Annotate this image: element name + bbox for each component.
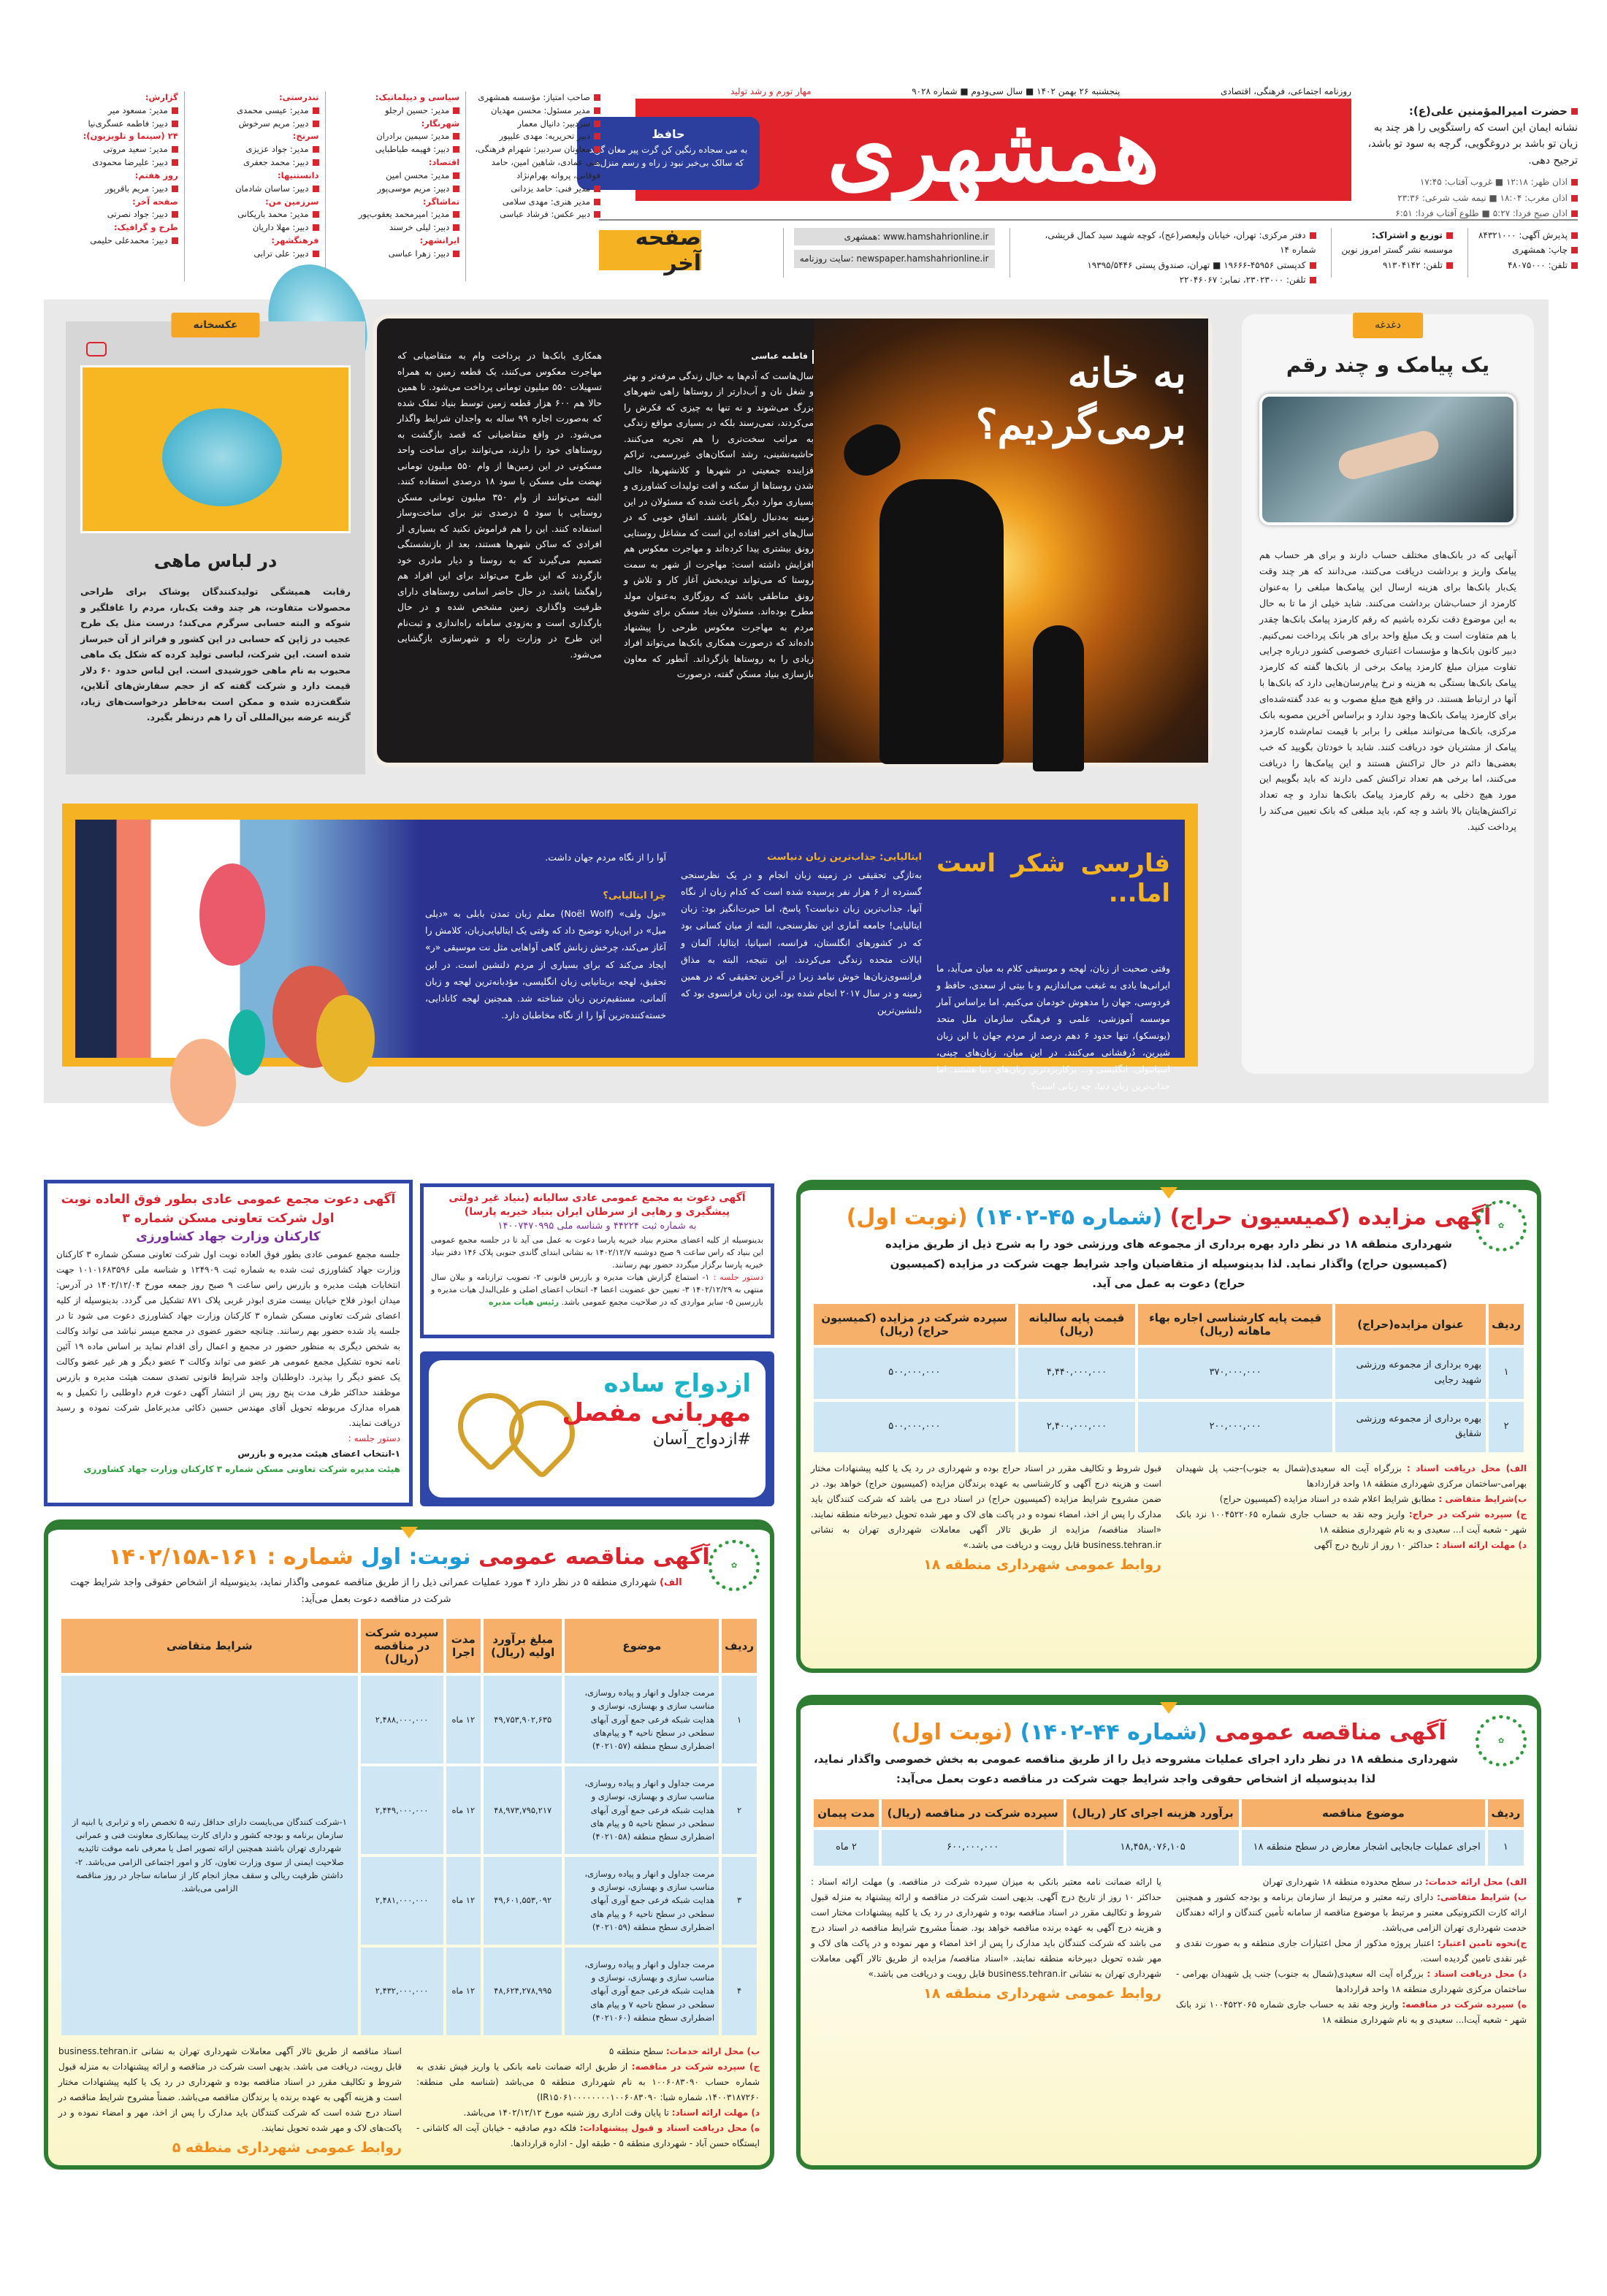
article-col-2: همکاری بانک‌ها در پرداخت وام به متقاضیانی که مهاجرت معکوس می‌کنند، یک قطعه زمین به همراه تسهیلات ۵۵۰ میلیون تومانی پرداخت می‌شود. تا همین حالا هم ۶۰۰ هزار قطعه زمین توسط بنیاد تملک شده که به‌صورت اجاره ۹۹ ساله به واجدان شرایط واگذار می‌شود. در واقع متقاضیانی که قصد بازگشت به روستاهای خود را دارند، می‌توانند برای ساخت واحد مسکونی در این زمین‌ها از وام ۵۵۰ میلیون تومانی نهضت ملی مسکن با سود ۱۸ درصدی استفاده کنند. البته می‌توانند از وام ۳۵۰ میلیون تومانی مسکن روستایی با سود ۵ درصدی نیز برای ساخت‌وساز استفاده کنند. این را هم فراموش نکنید که بسیاری از افرادی که ساکن شهرها هستند، بعد از بازنشستگی تصمیم می‌گیرند که به روستا و دیار مادری خود بازگردند که این طرح می‌تواند برای این افراد هم راهگشا باشد. در حال حاضر اسامی روستاهای دارای ظرفیت واگذاری زمین مشخص شده و در حال بارگذاری است و به‌زودی سامانه راه‌اندازی و ثبت‌نام این طرح در وزارت راه و شهرسازی بازگشایی می‌شود. — [397, 350, 603, 660]
marriage-hashtag: #ازدواج_آسان — [652, 1430, 751, 1449]
tender-table — [811, 1796, 1527, 1869]
table-cell: ۴,۴۴۰,۰۰۰,۰۰۰ — [1018, 1348, 1136, 1399]
table-row — [61, 1676, 757, 1763]
staff-entry: مدیر: امیرمحمد یعقوب‌پور — [332, 208, 460, 221]
staff-entry: گزارش: — [145, 92, 178, 102]
hafez-tag: حافظ به می سجاده رنگین کن گرت پیر مغان گوید که سالک بی‌خبر نبود ز راه و رسم منزل‌ها — [577, 117, 760, 190]
table-cell: ۲,۴۰۰,۰۰۰,۰۰۰ — [1018, 1402, 1136, 1453]
slogan: مهار تورم و رشد تولید — [730, 86, 812, 96]
ad-footer: روابط عمومی شهرداری منطقه ۱۸ — [923, 1985, 1161, 2002]
table-cell: ۳ — [722, 1857, 757, 1945]
banner-col-3: «نول ولف» (Noël Wolf) معلم زبان تمدن بابلی به «دیلی میل» در این‌باره توضیح داد که وقتی یک ایتالیایی‌زبان، کلامش را آغاز می‌کند، چرخش زبانش گاهی آواهایی مثل نت موسیقی «ر» ایجاد می‌کند که برای بسیاری از مردم دلنشین است. در این تحقیق، لهجه بریتانیایی زبان انگلیسی، مؤدبانه‌ترین لهجه و زبان آلمانی، مستقیم‌ترین زبان شناخته شد. همچنین لهجه کانادایی، خسته‌کننده‌ترین آوا را از نگاه مخاطبان دارد. — [425, 908, 666, 1021]
table-cell: ۱۸,۴۵۸,۰۷۶,۱۰۵ — [1066, 1830, 1239, 1866]
staff-entry: اقتصاد: — [428, 157, 460, 168]
banner-subhead-1: ایتالیایی: جذاب‌ترین زبان دنیاست — [767, 852, 922, 863]
photohouse-column — [66, 321, 365, 774]
staff-entry: مدیر: عیسی محمدی — [191, 104, 319, 118]
housing-coop-notice — [44, 1180, 413, 1506]
staff-entry: تندرستی: — [278, 92, 319, 102]
staff-entry: دبیر: محمد جعفری — [191, 156, 319, 169]
subtitle: روزنامه اجتماعی، فرهنگی، اقتصادی — [1221, 86, 1351, 96]
staff-entry: فرهنگشهر: — [271, 234, 319, 245]
column-header: ردیف — [1488, 1799, 1524, 1827]
staff-entry: شهرنگار: — [421, 118, 460, 129]
staff-entry: سرزمین من: — [265, 196, 319, 207]
ad-title: آگهی مناقصه عمومی (شماره ۴۴-۱۴۰۲) (نوبت اول) — [891, 1720, 1446, 1745]
column-header: ردیف — [722, 1619, 757, 1673]
staff-entry: صفحه آخر: — [132, 196, 178, 207]
column-header: موضوع مناقصه — [1242, 1799, 1485, 1827]
staff-entry: دبیر: فاطمه عسگری‌نیا — [50, 118, 178, 131]
agenda: ۱-انتخاب اعضای هیئت مدیره و بازرس — [237, 1448, 400, 1459]
ad-note: ب) شرایط متقاضی: دارای رتبه معتبر و مرتبط از سازمان برنامه و بودجه کشور و همچنین ارائه کارت الکترونیکی معتبر و مرتبط با موضوع مناقصه از سامانه تأمین کنندگان و ارائه دهندگان خدمت شهرداری تهران الزامی می‌باشد. — [1176, 1891, 1527, 1933]
section-label-last-page: صفحه آخر — [599, 230, 701, 270]
staff-entry: دبیر: علیرضا محمودی — [50, 156, 178, 169]
column-header: مبلغ برآورد اولیه (ریال) — [484, 1619, 562, 1673]
agenda-label: دستور جلسه : — [348, 1433, 400, 1443]
table-cell: ۱۲ ماه — [446, 1676, 481, 1763]
staff-entry: دبیر: مریم موسی‌پور — [332, 183, 460, 196]
site-link[interactable]: همشهری: www.hamshahrionline.ir — [794, 228, 995, 245]
staff-entry: سردبیر: دانیال معمار — [472, 118, 600, 131]
staff-entry: معاونان سردبیر: شهرام فرهنگی، علی عمادی، شاهین امین، حامد فوقانی، پروانه بهرام‌نژاد — [472, 143, 600, 182]
ad-note: ب) محل ارائه خدمات: سطح منطقه ۵ — [608, 2045, 760, 2056]
notice-body: بدینوسیله از کلیه اعضای محترم بنیاد خیریه پارسا دعوت به عمل می آید تا در جلسه مجمع عمومی این بنیاد که راس ساعت ۹ صبح دوشنبه ۱۴۰۲/۱۲/۷ به نشانی ابتدای گاندی جنوبی پلاک ۱۴۶ دفتر بنیاد خیریه پارسا برگزار میگردد حضور بهم رسانند. — [431, 1235, 763, 1270]
ad-note: ج) سپرده شرکت در مناقصه: از طریق ارائه ضمانت نامه بانکی یا واریز فیش نقدی به شماره حساب ۱۰۰۶۰۸۳۰۹۰ به نام شهرداری منطقه ۵ می‌باشد (شناسه ملی منطقه: ۱۴۰۰۳۱۸۷۲۶۰، شماره شبا: IR۱۵۰۶۱۰۰۰۰۰۰۰۰۱۰۰۶۰۸۳۰۹۰) — [416, 2061, 760, 2102]
ad-note: الف) محل دریافت اسناد : بزرگراه آیت اله سعیدی(شمال به جنوب)-جنب پل شهیدان بهرامی-ساختمان مرکزی شهرداری منطقه ۱۸ واحد قراردادها — [1176, 1463, 1527, 1490]
article-col-1: سال‌هاست که آدم‌ها به خیال زندگی مرفه‌تر و بهتر و شغل نان و آب‌دارتر از روستاها راهی شهرهای بزرگ می‌شوند و نه تنها به چیزی که فکرش را می‌کردند، نمی‌رسند بلکه در بسیاری مواقع زندگی به مراتب سخت‌تری را هم تجربه می‌کنند. حاشیه‌نشینی، رشد اسکان‌های غیررسمی، تراکم فزاینده جمعیتی در شهرها و کلانشهرها، خالی شدن روستاها از سکنه و افت تولیدات کشاورزی و بسیاری موارد دیگر باعث شده که مسئولان در این زمینه به‌دنبال راهکار باشند. اتفاق خوبی که در سال‌های اخیر افتاده این است که مشاغل روستایی رونق بیشتری پیدا کرده‌اند و مهاجرت معکوس هم افزایش داشته است: مهاجرت از شهر به سمت روستا که می‌تواند نویدبخش آغاز کار و تلاش و رونق مناطقی باشد که روزگاری به‌عنوان مولد مطرح بوده‌اند. مسئولان بنیاد مسکن برای تشویق مردم به مهاجرت معکوس طرحی را پیشنهاد داده‌اند که درصورت همکاری بانک‌ها می‌تواند افراد زیادی را به روستاها بازگرداند. آنطور که معاون بازسازی بنیاد مسکن گفته، درصورت — [624, 370, 814, 680]
staff-entry: دانستنیها: — [278, 169, 319, 180]
column-header: قیمت پایه کارشناسی اجاره بهاء ماهانه (ریال) — [1138, 1304, 1332, 1345]
phone-photo — [1259, 394, 1516, 525]
column-header: ردیف — [1489, 1304, 1524, 1345]
tender-table — [58, 1616, 760, 2038]
staff-entry: دبیر: مریم سرخوش — [191, 118, 319, 131]
ad-notes: قبول شروط و تکالیف مقرر در اسناد حراج بوده و شهرداری در رد یک یا کلیه پیشنهادات مختار است و هزینه درج آگهی و کارشناسی به عهده برندگان مزایده (کمیسیون حراج) خواهد بود. در ضمن مشروح شرایط مزایده (کمیسیون حراج) در اسناد درج می باشد که شرکت کنندگان باید مدارک را پس از اخذ، امضاء نموده و در پاکت های لاک و مهر شده تحویل دبیرخانه منطقه نمایند. «اسناد مناقصه/ مزایده از طریق تالار آگهی معاملات شهرداری تهران به نشانی business.tehran.ir قابل رویت و دریافت می باشد.» — [811, 1463, 1161, 1551]
staff-credits — [44, 91, 606, 281]
column-header: مدت اجرا — [446, 1619, 481, 1673]
staff-entry: مدیر: محسن امین — [332, 169, 460, 183]
table-cell: ۴۹,۶۰۱,۵۵۳,۰۹۲ — [484, 1857, 562, 1945]
staff-entry: مدیر: حسین ارجلو — [332, 104, 460, 118]
ad-footer: روابط عمومی شهرداری منطقه ۵ — [172, 2139, 402, 2156]
banner-subhead-2: چرا ایتالیایی؟ — [603, 890, 666, 902]
signature: رئیس هیات مدیره — [488, 1297, 560, 1308]
column-header: قیمت پایه سالیانه (ریال) — [1018, 1304, 1136, 1345]
ad-note: د) محل دریافت اسناد : بزرگراه آیت اله سعیدی(شمال به جنوب) جنب پل شهیدان بهرامی - ساختمان مرکزی شهرداری منطقه ۱۸ واحد قراردادها — [1176, 1968, 1527, 1994]
notice-subtitle: کارکنان وزارت جهاد کشاورزی — [136, 1229, 321, 1244]
banner-col-3a: آوا را از نگاه مردم جهان داشت. — [545, 852, 666, 863]
column-title: یک پیامک و چند رقم — [1286, 353, 1490, 377]
table-row — [814, 1830, 1524, 1866]
feature-headline: به خانه برمی‌گردیم؟ — [975, 349, 1186, 449]
staff-entry: مدیر: محمد باریکانی — [191, 208, 319, 221]
table-cell: ۲,۴۴۹,۰۰۰,۰۰۰ — [361, 1766, 443, 1854]
staff-entry: سرنخ: — [292, 131, 319, 142]
ad-note: ب)شرایط متقاضی : مطابق شرایط اعلام شده در اسناد مزایده (کمیسیون حراج) — [1219, 1494, 1527, 1505]
column-header: سپرده شرکت در مناقصه (ریال) — [361, 1619, 443, 1673]
table-cell: ۲ ماه — [814, 1830, 879, 1866]
table-cell: ۴۹,۷۵۳,۹۰۲,۶۳۵ — [484, 1676, 562, 1763]
staff-entry: دبیر عکس: فرشاد عباسی — [472, 208, 600, 221]
ad-intro: شهرداری منطقه ۱۸ در نظر دارد اجرای عملیات مشروحه ذیل را از طریق مناقصه عمومی به بخش خصوصی واگذار نماید، لذا بدینوسیله از اشخاص حقوقی واجد شرایط جهت شرکت در مناقصه دعوت بعمل می‌آید: — [813, 1752, 1459, 1785]
ad-note: د) مهلت ارائه اسناد: تا پایان وقت اداری روز شنبه مورخ ۱۴۰۲/۱۲/۱۲ می‌باشد. — [463, 2107, 760, 2118]
staff-entry: مدیر: سعید مروتی — [50, 143, 178, 156]
table-cell: ۱ — [1489, 1348, 1524, 1399]
auction-ad-district-18 — [796, 1180, 1541, 1673]
table-cell: بهره برداری از مجموعه ورزشی شقایق — [1335, 1402, 1486, 1453]
table-cell: ۴ — [722, 1948, 757, 2035]
ad-note: ج) سپرده شرکت در حراج: واریز وجه نقد به حساب جاری شماره ۱۰۰۴۵۲۲۰۶۵ نزد بانک شهر - شعبه آیت ا... سعیدی و به نام شهرداری منطقه ۱۸ — [1176, 1509, 1527, 1536]
ad-footer: روابط عمومی شهرداری منطقه ۱۸ — [923, 1557, 1161, 1574]
table-cell: ۵۰۰,۰۰۰,۰۰۰ — [814, 1348, 1015, 1399]
ad-note: ه) محل دریافت اسناد و قبول پیشنهادات: فلکه دوم صادقیه - خیابان آیت اله کاشانی - ایستگاه حسن آباد - شهرداری منطقه ۵ - طبقه اول - اداره قراردادها. — [416, 2122, 760, 2148]
daily-quote — [1359, 102, 1578, 222]
newspaper-logo: همشهری — [635, 99, 1351, 201]
info-row: پذیرش آگهی: ۸۴۳۲۱۰۰۰ چاپ: همشهری تلفن: ۴۸۰۷۵۰۰۰ توزیع و اشتراک: موسسه نشر گستر امروز نوین تلفن: ۹۱۳۰۴۱۴۲ دفتر مرکزی: تهران، خیابان ولیعصر(عج)، کوچه شهید سید کمال قریشی، شماره ۱۴ کدپستی ۴۵۹۵۶-۱۹۶۶۶ ■ تهران، صندوق پستی ۱۹۳۹۵/۵۴۴۶ تلفن: ۲۳۰۲۳۰۰۰، نمابر: ۲۲۰۴۶۰۶۷ همشهری: www.hamshahrionline.ir سایت روزنامه: newspaper.hamshahrionline.ir — [599, 219, 1578, 278]
table-cell: مرمت جداول و انهار و پیاده روسازی، مناسب سازی و بهسازی، نوسازی و هدایت شبکه فرعی جمع آوری آبهای سطحی در سطح ناحیه ۶ و پیام های اضطراری سطح منطقه (۴۰۲۱۰۵۹) — [565, 1857, 719, 1945]
table-cell: ۶۰۰,۰۰۰,۰۰۰ — [882, 1830, 1064, 1866]
staff-entry: دبیر: محمدعلی حلیمی — [50, 234, 178, 248]
banner-col-1: وقتی صحبت از زبان، لهجه و موسیقی کلام به میان می‌آید، ما ایرانی‌ها یادی به غبغب می‌اندازیم و با بیتی از سعدی، حافظ و فردوسی، جهان را مدهوش خودمان می‌کنیم. اما براساس آمار موسسه آموزشی، علمی و فرهنگی سازمان ملل متحد (یونسکو)، تنها حدود ۶ دهم درصد از مردم جهان با این زبان شیرین، دُرفشانی می‌کنند. در این میان، زبان‌های چینی، اسپانیولی، انگلیسی و... پرکاربردترین زبان‌های دنیا هستند. اما جذاب‌ترین زبان دنیا، چه زبانی است؟ — [936, 962, 1170, 1092]
ad-note: الف) محل ارائه خدمات: در سطح محدوده منطقه ۱۸ شهرداری تهران — [1262, 1876, 1527, 1887]
marriage-line-1: ازدواج ساده — [603, 1369, 751, 1398]
column-header: شرایط متقاضی — [61, 1619, 358, 1673]
camera-icon — [86, 342, 107, 356]
notice-title: آگهی دعوت مجمع عمومی عادی بطور فوق العاده نوبت اول شرکت تعاونی مسکن شماره ۳ — [61, 1192, 396, 1226]
staff-entry: دبیر: مهلا داریان — [191, 221, 319, 234]
staff-entry: سیاسی و دیپلماتیک: — [375, 92, 460, 102]
parsa-charity-notice: آگهی دعوت به مجمع عمومی عادی سالیانه (بنیاد غیر دولتی پیشگیری و رهایی از سرطان ایران بنیاد خیریه پارسا) به شماره ثبت ۴۴۲۲۴ و شناسه ملی ۱۴۰۰۷۴۷۰۹۹۵ بدینوسیله از کلیه اعضای محترم بنیاد خیریه پارسا دعوت به عمل می آید تا در جلسه مجمع عمومی این بنیاد که راس ساعت ۹ صبح دوشنبه ۱۴۰۲/۱۲/۷ به نشانی ابتدای گاندی جنوبی پلاک ۱۴۶ دفتر بنیاد خیریه پارسا برگزار میگردد حضور بهم رسانند. دستور جلسه : ۱- استماع گزارش هیات مدیره و بازرس قانونی ۲- تصویب ترازنامه و بیلان سال منتهی به ۱۴۰۲/۱۲/۲۹ ۳- تعیین حق عضویت اعضا ۴- انتخاب اعضای اصلی و علی‌البدل هیات مدیره و بازرسین ۵- سایر مواردی که در صلاحیت مجمع عمومی باشد. رئیس هیات مدیره — [420, 1183, 774, 1338]
table-cell: ۲۰۰,۰۰۰,۰۰۰ — [1138, 1402, 1332, 1453]
notice-body: جلسه مجمع عمومی عادی بطور فوق العاده نوبت اول شرکت تعاونی مسکن شماره ۳ کارکنان وزارت جهاد کشاورزی ثبت شده به شماره ثبت ۱۲۴۹۰۹ و شناسه ملی ۱۰۱۰۱۶۸۳۵۹۶ جهت انتخابات هیئت مدیره و بازرس راس ساعت ۹ صبح روز جمعه مورخ ۱۴۰۲/۱۲/۰۴ در آدرس: میدان ابوذر فلاح خیابان بیست متری ابوذر غربی پلاک ۸۷۱ تشکیل می گردد. بدینوسیله از کلیه اعضای شرکت تعاونی مسکن شماره ۳ کارکنان وزارت جهاد کشاورزی دعوت می شود تا در جلسه یاد شده حضور بهم رسانند. چنانچه حضور عضوی در مجمع میسر نباشد می تواند وکالت به شخص دیگری به منظور حضور در مجمع و اعمال رأی اقدام نماید بر اساس ماده ۱۹ آئین نامه نحوه تشکیل مجمع عمومی هر عضو می تواند وکالت ۳ عضو دیگر و هر غیر عضو وکالت یک عضو دیگر را بپذیرد. داوطلبان واجد شرایط قانونی تصدی سمت هیئت مدیره و بازرس موظفند حداکثر ظرف مدت پنج روز پس از انتشار آگهی دعوت فرم داوطلبی را تکمیل و به همراه مدارک مربوطه تحویل آقای مهندس حسین ذکائی مدیرعامل شرکت نموده و رسید دریافت نمایند. — [56, 1248, 401, 1428]
quote-title: حضرت امیرالمؤمنین علی(ع): — [1359, 102, 1578, 120]
table-cell: ۱۲ ماه — [446, 1857, 481, 1945]
table-cell: اجرای عملیات جابجایی اشجار معارض در سطح منطقه ۱۸ — [1242, 1830, 1485, 1866]
tehran-municipality-seal: ✿ — [1476, 1715, 1527, 1766]
staff-entry: دبیر: زهرا عباسی — [332, 248, 460, 261]
table-cell: بهره برداری از مجموعه ورزشی شهید رجایی — [1335, 1348, 1486, 1399]
ad-note: ه) سپرده شرکت در مناقصه: واریز وجه نقد به حساب جاری شماره ۱۰۰۴۵۲۲۰۶۵ نزد بانک شهر - شعبه آیت‌ا... سعیدی و به نام شهرداری منطقه ۱۸ — [1176, 1999, 1527, 2025]
table-cell: ۱۲ ماه — [446, 1766, 481, 1854]
language-feature-banner — [62, 804, 1198, 1092]
staff-entry: دبیر تحریریه: مهدی علیپور — [472, 130, 600, 143]
staff-entry: مدیر: جواد عزیزی — [191, 143, 319, 156]
table-cell: ۲,۴۸۱,۰۰۰,۰۰۰ — [361, 1857, 443, 1945]
staff-entry: روز هفتم: — [134, 169, 178, 180]
staff-entry: دبیر: مریم باقرپور — [50, 183, 178, 196]
table-cell: ۵۰۰,۰۰۰,۰۰۰ — [814, 1402, 1015, 1453]
staff-entry: دبیر: علی ترابی — [191, 248, 319, 261]
table-cell: ۱ — [722, 1676, 757, 1763]
faces-illustration — [75, 820, 419, 1058]
tender-ad-district-18 — [796, 1695, 1541, 2170]
table-row — [814, 1348, 1524, 1399]
staff-entry: دبیر: ساسان شادمان — [191, 183, 319, 196]
column-header: موضوع — [565, 1619, 719, 1673]
staff-entry: مدیر: سیمین برادران — [332, 130, 460, 143]
column-header: سپرده شرکت در مناقصه (ریال) — [882, 1799, 1064, 1827]
tehran-municipality-seal: ✿ — [1476, 1200, 1527, 1251]
column-header: سپرده شرکت در مزایده (کمیسیون حراج) (ریال) — [814, 1304, 1015, 1345]
newspaper-site-link[interactable]: سایت روزنامه: newspaper.hamshahrionline.ir — [794, 250, 995, 267]
daghdagheh-column — [1242, 314, 1534, 1074]
table-cell: ۲,۴۸۸,۰۰۰,۰۰۰ — [361, 1676, 443, 1763]
staff-entry: مدیر فنی: حامد یزدانی — [472, 183, 600, 196]
column-body: آنهایی که در بانک‌های مختلف حساب دارند و برای هر حساب هم پیامک واریز و برداشت دریافت می‌کنند، می‌دانند که هر چند وقت یک‌بار بانک‌ها برای هزینه ارسال این پیامک‌ها مبلغی را به‌عنوان کارمزد از حساب‌شان برداشت می‌کنند. شاید خیلی از ما تا به حال به این موضوع دقت نکرده باشیم که رقم کارمزد پیامک بانک‌ها چقدر با هم متفاوت است و یک مبلغ واحد برای هر بانک پرداخت نمی‌کنیم. دبیر کانون بانک‌ها و مؤسسات اعتباری خصوصی کشور درباره چرایی تفاوت میزان مبلغ کارمزد پیامک برخی از بانک‌ها گفته که کارمزد پیامک بانک‌ها بستگی به هزینه و نرخ پیام‌رسان‌هایی دارد که بانک‌ها با آنها در ارتباط هستند. در واقع هیچ مبلغ مصوب و به عدد گفته‌شده‌ای برای کارمزد پیامک بانک‌ها وجود ندارد و براساس آخرین مصوبه بانک مرکزی، بانک‌ها می‌توانند مبلغی را برابر با قیمت تمام‌شده کارمزد پیامک از مشتریان خود دریافت کنند. شاید با خودتان بگویید که خب بعضی‌ها دائم در حال تراکنش هستند و این پیامک‌ها را دریافت می‌کنند، اما برخی هم تعداد تراکنش کمی دارند که باید بگوییم این مورد هیچ دخلی به رقم کارمزد پیامک بانک‌ها ندارد و چه تعداد تراکنش‌هایتان بالا باشد و چه کم، باید مبلغی که بانک تعیین می‌کند را پرداخت کنید. — [1259, 549, 1516, 833]
column-header: عنوان مزایده(حراج) — [1335, 1304, 1486, 1345]
feature-article — [373, 314, 1213, 767]
table-cell: ۲,۴۳۲,۰۰۰,۰۰۰ — [361, 1948, 443, 2035]
ad-notes: یا ارائه ضمانت نامه معتبر بانکی به میزان سپرده شرکت در مناقصه. و) مهلت ارائه اسناد : حداکثر ۱۰ روز از تاریخ درج آگهی. بدیهی است شرکت در مناقصه و ارائه پیشنهاد به منزله قبول شروط و تکالیف مقرر در اسناد مناقصه بوده و شهرداری در رد یک یا کلیه پیشنهادات مختار است و هزینه درج آگهی به عهده برنده مناقصه خواهد بود. ضمناً مشروح شرایط مناقصه در اسناد درج می باشد که شرکت کنندگان باید مدارک را پس از اخذ امضاء و مهر نموده و در پاکت های لاک و مهر شده تحویل دبیرخانه منطقه نمایند. «اسناد مناقصه/ مزایده از طریق تالار آگهی معاملات شهرداری تهران به نشانی business.tehran.ir قابل رویت و دریافت می باشد.» — [811, 1876, 1161, 1979]
ad-title: آگهی مزایده (کمیسیون حراج) (شماره ۴۵-۱۴۰۲) (نوبت اول) — [846, 1205, 1492, 1230]
banner-col-2: به‌تازگی تحقیقی در زمینه زبان انجام و در یک نظرسنجی گسترده از ۶ هزار نفر پرسیده شده است که کدام زبان از نگاه آنها، جذاب‌ترین زبان دنیاست؟ پاسخ، اما حیرت‌انگیز بود: زبان ایتالیایی! جامعه آماری این نظرسنجی، البته از میان کسانی بود که در کشورهای انگلستان، فرانسه، اسپانیا، ایتالیا، آلمان و ایالات متحده زندگی می‌کردند. این نتیجه، البته به مذاق فرانسوی‌زبان‌ها خوش نیامد زیرا در آخرین تحقیقی که در همین زمینه و در سال ۲۰۱۷ انجام شده بود، این زبان فرانسوی بود که دلنشین‌ترین — [681, 869, 923, 1016]
ad-title: آگهی مناقصه عمومی نوبت: اول شماره : ۱۶۱-۱۴۰۲/۱۵۸ — [108, 1544, 710, 1570]
table-cell: ۴۸,۶۲۴,۲۷۸,۹۹۵ — [484, 1948, 562, 2035]
table-cell: مرمت جداول و انهار و پیاده روسازی، مناسب سازی و بهسازی، نوسازی و هدایت شبکه فرعی جمع آوری آبهای سطحی در سطح ناحیه ۷ و پیام های اضطراری سطح منطقه (۴۰۲۱۰۶۰) — [565, 1948, 719, 2035]
table-cell: ۲ — [722, 1766, 757, 1854]
staff-entry: مدیر هنری: مهدی سلامی — [472, 196, 600, 209]
prayer-times: اذان ظهر: ۱۲:۱۸ ■ غروب آفتاب: ۱۷:۴۵ اذان مغرب: ۱۸:۰۴ ■ نیمه شب شرعی: ۲۳:۳۶ اذان صبح فردا: ۵:۲۷ ■ طلوع آفتاب فردا: ۶:۵۱ — [1359, 175, 1578, 222]
agenda: ۱- استماع گزارش هیات مدیره و بازرس قانونی ۲- تصویب ترازنامه و بیلان سال منتهی به ۱۴۰۲/۱۲/۲۹ ۳- تعیین حق عضویت اعضا ۴- انتخاب اعضای اصلی و علی‌البدل هیات مدیره و بازرسین ۵- سایر مواردی که در صلاحیت مجمع عمومی باشد. — [431, 1273, 763, 1308]
table-cell: ۱ — [1488, 1830, 1524, 1866]
column-header: برآورد هزینه اجرای کار (ریال) — [1066, 1799, 1239, 1827]
fish-dress-photo — [80, 365, 351, 533]
tehran-municipality-seal: ✿ — [709, 1540, 760, 1591]
photo-caption: رقابت همیشگی تولیدکنندگان پوشاک برای طراحی محصولات متفاوت، هر چند وقت یک‌بار، مردم را غافلگیر و شوکه و البته حسابی سرگرم می‌کند؛ درست مثل یک طرح عجیب در ژاپن که حسابی در این کشور و فراتر از آن خبرساز شده است. این شرکت، لباسی تولید کرده که شکل یک ماهی محبوب به نام ماهی خورشیدی است. این لباس حدود ۶۰ دلار قیمت دارد و شرکت گفته که از حجم سفارش‌های آنلاین، شگفت‌زده شده و ممکن است به‌خاطر درخواست‌های زیاد، گزینه عرضه بین‌المللی آن را هم درنظر بگیرد. — [80, 586, 351, 723]
marriage-line-2: مهربانی مفصل — [562, 1398, 751, 1427]
staff-entry: ۲۴ (سینما و تلویزیون): — [83, 131, 178, 142]
table-row — [814, 1402, 1524, 1453]
staff-entry: طرح و گرافیک: — [113, 222, 178, 233]
table-cell: ۲ — [1489, 1402, 1524, 1453]
table-cell: ۳۷۰,۰۰۰,۰۰۰ — [1138, 1348, 1332, 1399]
staff-entry: صاحب امتیاز: مؤسسه همشهری — [472, 91, 600, 104]
column-header: مدت پیمان — [814, 1799, 879, 1827]
staff-entry: تماشاگر: — [422, 196, 460, 207]
staff-entry: دبیر: فهیمه طباطبایی — [332, 143, 460, 156]
staff-entry: مدیر: مسعود میر — [50, 104, 178, 118]
table-cell: ۴۸,۹۷۳,۷۹۵,۲۱۷ — [484, 1766, 562, 1854]
quote-text: نشانه ایمان این است که راستگویی را هر چند به زیان تو باشد بر دروغگویی، گرچه به سود تو باشد، ترجیح دهی. — [1367, 122, 1578, 167]
photo-title: در لباس ماهی — [153, 551, 278, 571]
staff-entry: ایرانشهر: — [419, 234, 460, 245]
auction-table — [811, 1301, 1527, 1455]
issue-info: پنجشنبه ۲۶ بهمن ۱۴۰۲ ■ سال سی‌ودوم ■ شماره ۹۰۲۸ — [912, 86, 1121, 96]
ad-notes: اسناد مناقصه از طریق تالار آگهی معاملات شهرداری تهران به نشانی business.tehran.ir قابل رویت، دریافت می باشد. بدیهی است شرکت در مناقصه و ارائه پیشنهادات به منزله قبول شروط و تکالیف مقرر در اسناد مناقصه بوده و شهرداری در رد یک یا کلیه پیشنهادات مختار است و هزینه آگهی به عهده برنده یا برندگان مناقصه می‌باشد. ضمناً مشروح شرایط مناقصه در اسناد درج شده است که شرکت کنندگان باید مدارک را پس از اخذ، مهر و امضاء نموده و در پاکت‌های لاک و مهر شده تحویل نمایند. — [58, 2045, 402, 2133]
banner-headline: فارسی شکر است اما... — [936, 849, 1170, 908]
tender-ad-district-5: ✿ آگهی مناقصه عمومی نوبت: اول شماره : ۱۶۱-۱۴۰۲/۱۵۸ الف) شهرداری منطقه ۵ در نظر دارد ۴ مورد عملیات عمرانی ذیل را از طریق مناقصه عمومی واگذار نماید، بدینوسیله از اشخاص حقوقی واجد شرایط جهت شرکت در مناقصه دعوت بعمل می‌آید: ردیف موضوع مبلغ برآورد اولیه (ریال) مدت اجرا سپرده شرکت در مناقصه (ریال) شرایط متقاضی ۱ مرمت جداول و انهار و پیاده روسازی، مناسب سازی و بهسازی، نوسازی و هدایت شبکه فرعی جمع آوری آبهای سطحی در سطح ناحیه ۴ و پیام‌های اضطراری سطح منطقه (۴۰۲۱۰۵۷) ۴۹,۷۵۳,۹۰۲,۶۳۵ ۱۲ ماه ۲,۴۸۸,۰۰۰,۰۰۰ ۱-شرکت کنندگان می‌بایست دارای حداقل رتبه ۵ تخصص راه و ترابری یا ابنیه از سازمان برنامه و بودجه کشور و دارای کارت پیمانکاری معاونت فنی و عمرانی شهرداری تهران باشند همچنین ارائه تصویر اصل یا معرفی نامه موقت تائیدیه صلاحیت ایمنی از سوی وزارت تعاون، کار و امور اجتماعی الزامی می‌باشد. ۲-داشتن ظرفیت ریالی و سقف مجاز انجام کار از سامانه ساجار در روز مناقصه الزامی می‌باشد. ۲ مرمت جداول و انهار و پیاده روسازی، مناسب سازی و بهسازی، نوسازی و هدایت شبکه فرعی جمع آوری آبهای سطحی در سطح ناحیه ۵ و پیام های اضطراری سطح منطقه (۴۰۲۱۰۵۸) ۴۸,۹۷۳,۷۹۵,۲۱۷ ۱۲ ماه ۲,۴۴۹,۰۰۰,۰۰۰ ۳ مرمت جداول و انهار و پیاده روسازی، مناسب سازی و بهسازی، نوسازی و هدایت شبکه فرعی جمع آوری آبهای سطحی در سطح ناحیه ۶ و پیام های اضطراری سطح منطقه (۴۰۲۱۰۵۹) ۴۹,۶۰۱,۵۵۳,۰۹۲ ۱۲ ماه ۲,۴۸۱,۰۰۰,۰۰۰ ۴ مرمت جداول و انهار و پیاده روسازی، مناسب سازی و بهسازی، نوسازی و هدایت شبکه فرعی جمع آوری آبهای سطحی در سطح ناحیه ۷ و پیام های اضطراری سطح منطقه (۴۰۲۱۰۶۰) ۴۸,۶۲۴,۲۷۸,۹۹۵ ۱۲ ماه ۲,۴۳۲,۰۰۰,۰۰۰ ب) محل ارائه خدمات: سطح منطقه ۵ ج) سپرده شرکت در مناقصه: از طریق ارائه ضمانت نامه بانکی یا واریز فیش نقدی به شماره حساب ۱۰۰۶۰۸۳۰۹۰ به نام شهرداری منطقه ۵ می‌باشد (شناسه ملی منطقه: ۱۴۰۰۳۱۸۷۲۶۰، شماره شبا: IR۱۵۰۶۱۰۰۰۰۰۰۰۰۱۰۰۶۰۸۳۰۹۰) د) مهلت ارائه اسناد: تا پایان وقت اداری روز شنبه مورخ ۱۴۰۲/۱۲/۱۲ می‌باشد. ه) محل دریافت اسناد و قبول پیشنهادات: فلکه دوم صادقیه - خیابان آیت اله کاشانی - ایستگاه حسن آباد - شهرداری منطقه ۵ - طبقه اول - اداره قراردادها. اسناد مناقصه از طریق تالار آگهی معاملات شهرداری تهران به نشانی business.tehran.ir قابل رویت، دریافت می باشد. بدیهی است شرکت در مناقصه و ارائه پیشنهادات به منزله قبول شروط و تکالیف مقرر در اسناد مناقصه بوده و شهرداری در رد یک یا کلیه پیشنهادات مختار است و هزینه آگهی به عهده برنده یا برندگان مناقصه می‌باشد. ضمناً مشروح شرایط مناقصه در اسناد درج شده است که شرکت کنندگان باید مدارک را پس از اخذ، مهر و امضاء نموده و در پاکت‌های لاک و مهر شده تحویل نمایند. روابط عمومی شهرداری منطقه ۵ — [44, 1519, 774, 2170]
staff-entry: دبیر: لیلی خرسند — [332, 221, 460, 234]
signature: هیئت مدیره شرکت تعاونی مسکن شماره ۳ کارکنان وزارت جهاد کشاورزی — [83, 1463, 400, 1474]
staff-entry: دبیر: جواد نصرتی — [50, 208, 178, 221]
ad-note: د) مهلت ارائه اسناد : حداکثر ۱۰ روز از تاریخ درج آگهی — [1314, 1540, 1527, 1551]
table-cell: مرمت جداول و انهار و پیاده روسازی، مناسب سازی و بهسازی، نوسازی و هدایت شبکه فرعی جمع آوری آبهای سطحی در سطح ناحیه ۵ و پیام های اضطراری سطح منطقه (۴۰۲۱۰۵۸) — [565, 1766, 719, 1854]
section-tag: عکسخانه — [171, 313, 259, 337]
section-tag: دغدغه — [1353, 313, 1423, 338]
author: فاطمه عباسی — [751, 350, 814, 364]
notice-title: آگهی دعوت به مجمع عمومی عادی سالیانه (بنیاد غیر دولتی پیشگیری و رهایی از سرطان ایران بنیاد خیریه پارسا) — [448, 1192, 746, 1218]
ad-intro: شهرداری منطقه ۱۸ در نظر دارد بهره برداری از مجموعه های ورزشی خود را به شرح ذیل از طریق مزایده (کمیسیون حراج) واگذار نماید. لذا بدینوسیله از متقاضیان واجد شرایط جهت شرکت در مزایده (کمیسیون حراج) دعوت به عمل می آید. — [885, 1237, 1452, 1290]
table-cell: مرمت جداول و انهار و پیاده روسازی، مناسب سازی و بهسازی، نوسازی و هدایت شبکه فرعی جمع آوری آبهای سطحی در سطح ناحیه ۴ و پیام‌های اضطراری سطح منطقه (۴۰۲۱۰۵۷) — [565, 1676, 719, 1763]
registration: به شماره ثبت ۴۴۲۲۴ و شناسه ملی ۱۴۰۰۷۴۷۰۹۹۵ — [497, 1220, 697, 1232]
table-cell: ۱۲ ماه — [446, 1948, 481, 2035]
ad-note: ج)نحوه تامین اعتبار: اعتبار پروژه مذکور از محل اعتبارات جاری منطقه و به صورت نقدی و غیر نقدی تامین گردیده است. — [1176, 1937, 1527, 1964]
masthead-topline — [730, 86, 1351, 96]
simple-marriage-ad — [420, 1351, 774, 1506]
staff-entry: مدیر مسئول: محسن مهدیان — [472, 104, 600, 118]
conditions-cell: ۱-شرکت کنندگان می‌بایست دارای حداقل رتبه ۵ تخصص راه و ترابری یا ابنیه از سازمان برنامه و بودجه کشور و دارای کارت پیمانکاری معاونت فنی و عمرانی شهرداری تهران باشند همچنین ارائه تصویر اصل یا معرفی نامه موقت تائیدیه صلاحیت ایمنی از سوی وزارت تعاون، کار و امور اجتماعی الزامی می‌باشد. ۲-داشتن ظرفیت ریالی و سقف مجاز انجام کار از سامانه ساجار در روز مناقصه الزامی می‌باشد. — [61, 1676, 358, 2035]
